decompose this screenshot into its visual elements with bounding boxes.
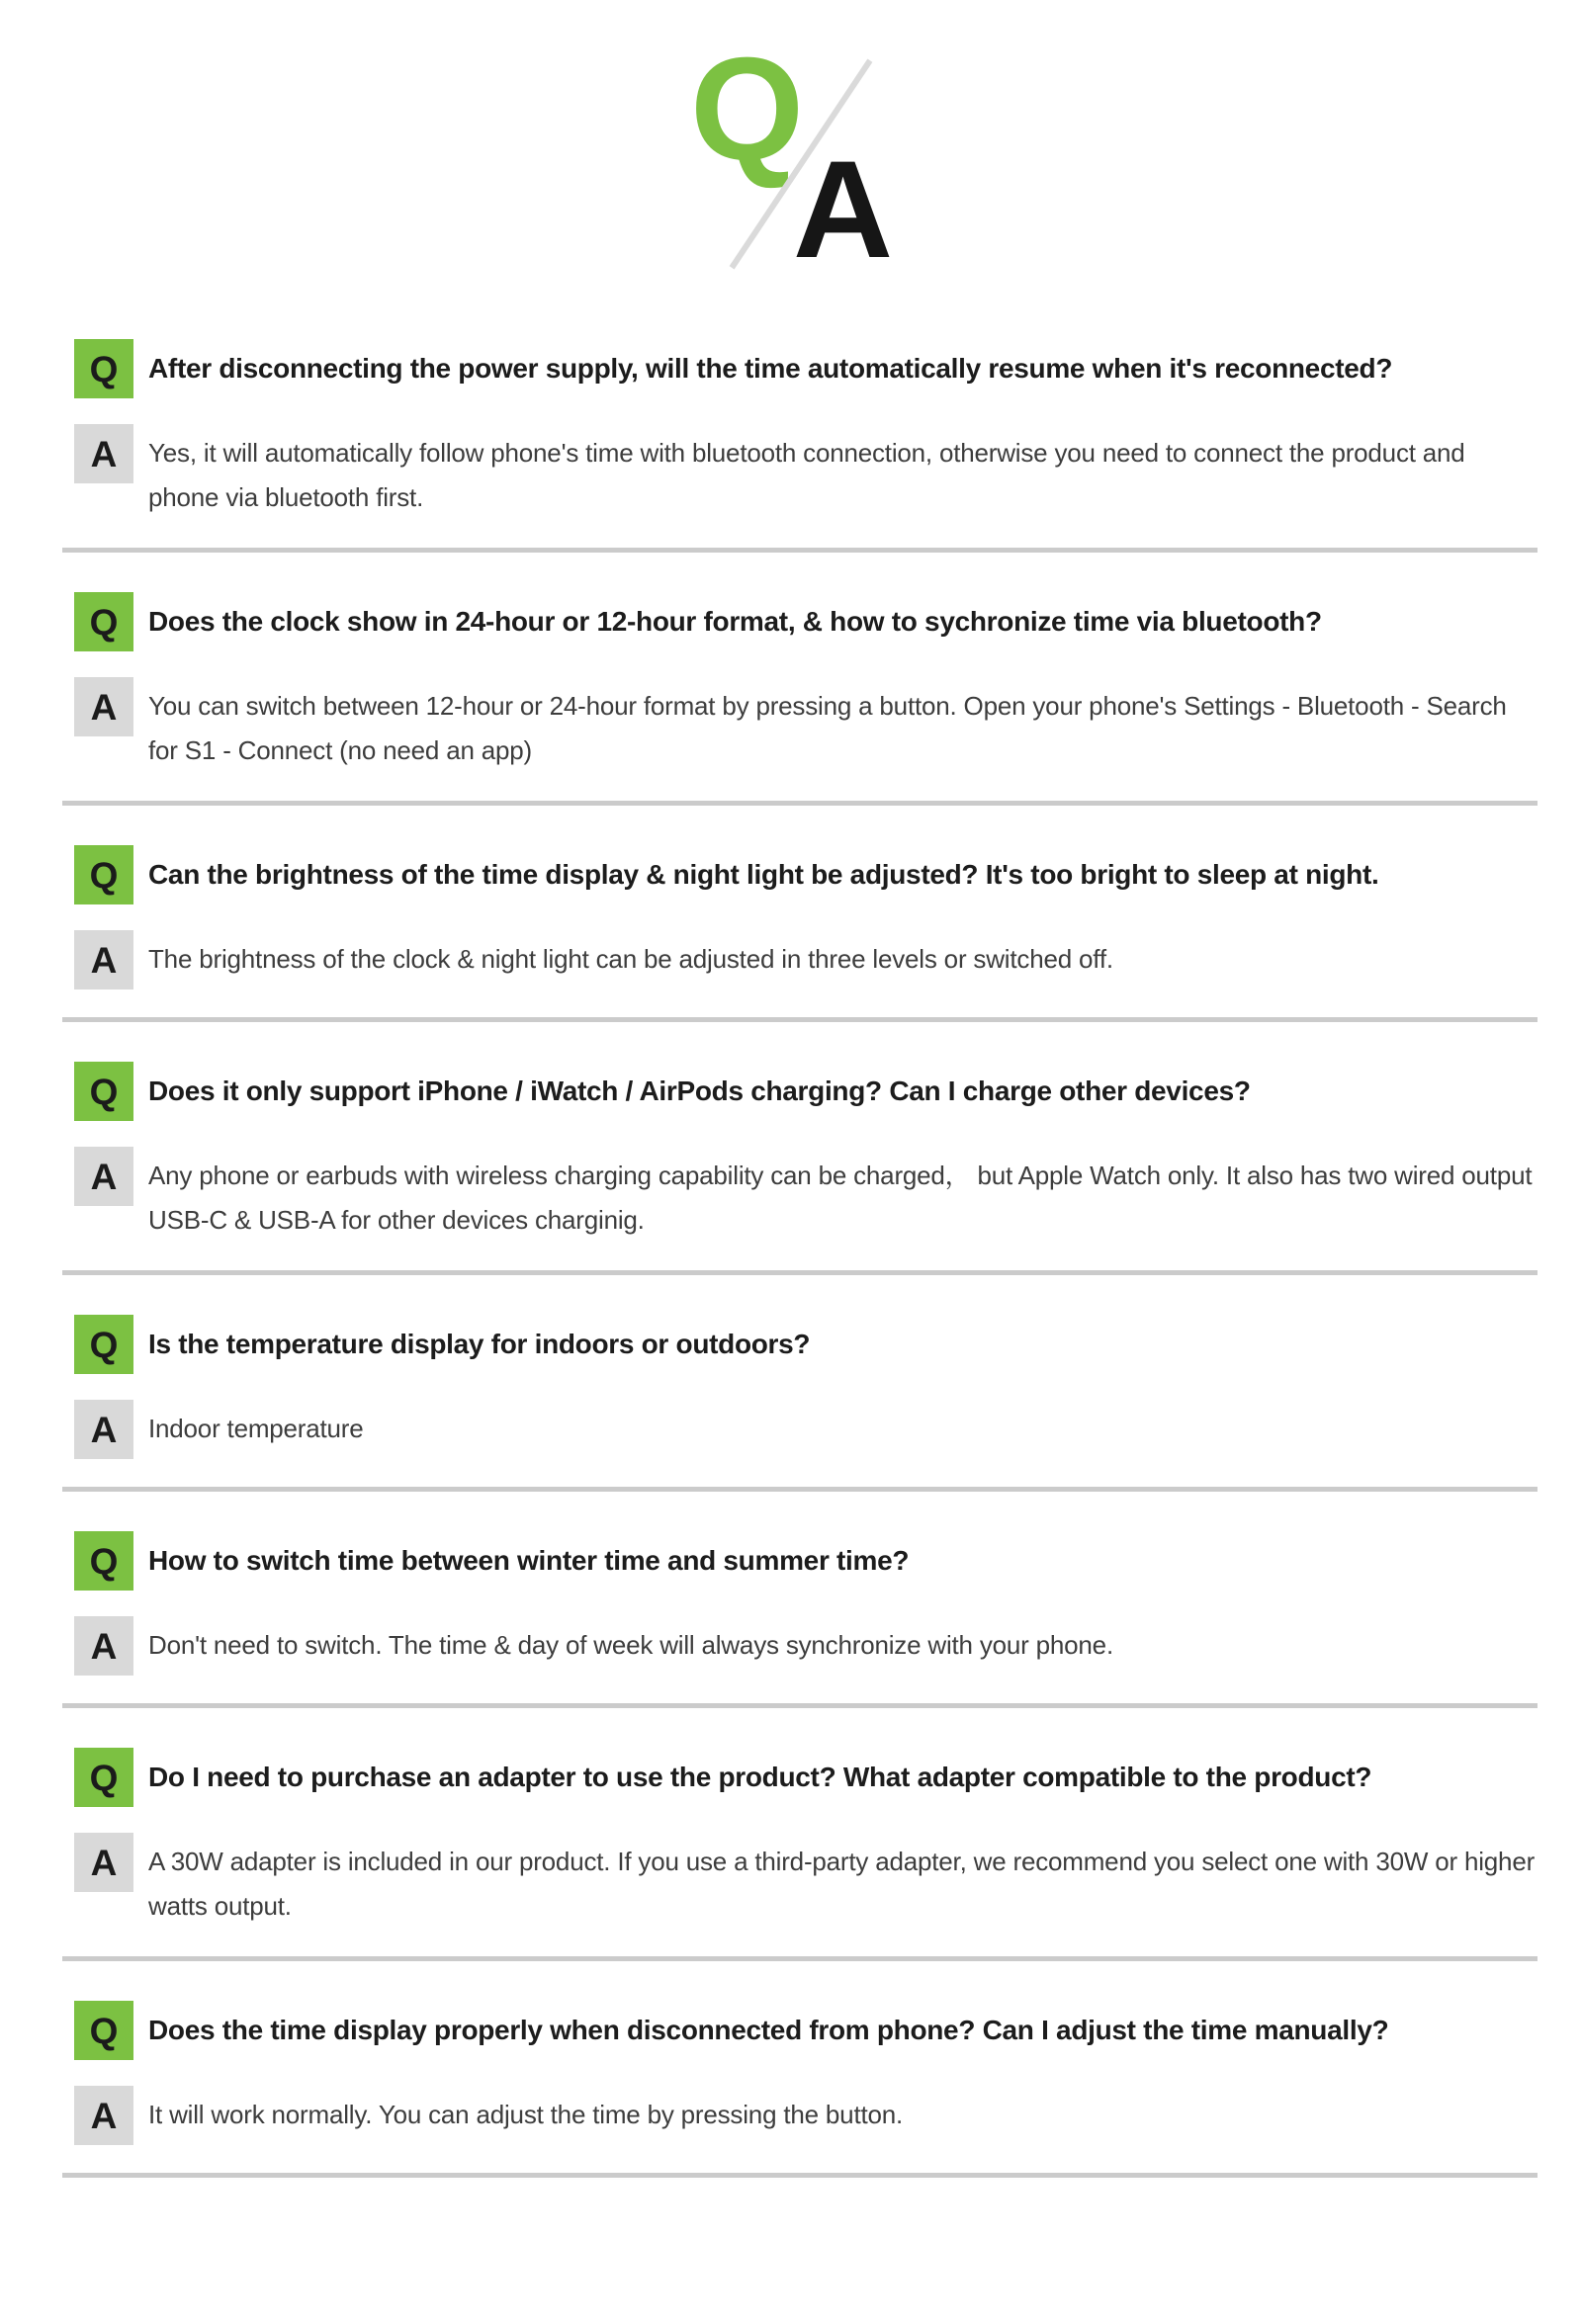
question-text: Does the clock show in 24-hour or 12-hour format, & how to sychronize time via bluetooth? <box>148 606 1322 637</box>
answer-row <box>74 424 1538 520</box>
faq-item <box>62 300 1538 553</box>
q-badge: Q <box>74 339 133 398</box>
question-text: After disconnecting the power supply, will the time automatically resume when it's reconnected? <box>148 353 1393 384</box>
question-text: Does it only support iPhone / iWatch / AirPods charging? Can I charge other devices? <box>148 1076 1251 1106</box>
answer-text: Indoor temperature <box>148 1414 364 1443</box>
q-badge: Q <box>74 592 133 651</box>
faq-item <box>62 553 1538 806</box>
question-row <box>74 845 1538 904</box>
a-badge: A <box>74 1400 133 1459</box>
answer-text: You can switch between 12-hour or 24-hour format by pressing a button. Open your phone's Settings - Bluetooth - Search for S1 - Connect (no need an app) <box>148 691 1507 765</box>
question-text: Does the time display properly when disconnected from phone? Can I adjust the time manually? <box>148 2015 1389 2045</box>
answer-row <box>74 677 1538 773</box>
a-badge: A <box>74 1833 133 1892</box>
q-badge: Q <box>74 1315 133 1374</box>
question-text: How to switch time between winter time and summer time? <box>148 1545 910 1576</box>
a-badge: A <box>74 1616 133 1676</box>
faq-item <box>62 1492 1538 1708</box>
a-badge: A <box>74 2086 133 2145</box>
logo-a-letter: A <box>793 131 894 287</box>
answer-text: Yes, it will automatically follow phone's time with bluetooth connection, otherwise you need to connect the product and phone via bluetooth first. <box>148 438 1465 512</box>
answer-text: A 30W adapter is included in our product. If you use a third-party adapter, we recommend you select one with 30W or higher watts output. <box>148 1847 1536 1921</box>
q-badge: Q <box>74 845 133 904</box>
question-text: Do I need to purchase an adapter to use the product? What adapter compatible to the product? <box>148 1762 1372 1792</box>
q-badge: Q <box>74 1531 133 1591</box>
question-row <box>74 592 1538 651</box>
logo-q-letter: Q <box>690 28 805 191</box>
answer-row <box>74 1616 1538 1676</box>
answer-text: Don't need to switch. The time & day of week will always synchronize with your phone. <box>148 1630 1113 1660</box>
faq-item <box>62 1708 1538 1961</box>
faq-item <box>62 806 1538 1022</box>
q-badge: Q <box>74 2001 133 2060</box>
answer-row <box>74 930 1538 990</box>
question-row <box>74 2001 1538 2060</box>
a-badge: A <box>74 930 133 990</box>
answer-text: The brightness of the clock & night light can be adjusted in three levels or switched off. <box>148 944 1113 974</box>
question-row <box>74 1531 1538 1591</box>
a-badge: A <box>74 1147 133 1206</box>
answer-text: It will work normally. You can adjust the time by pressing the button. <box>148 2100 904 2129</box>
answer-row <box>74 1833 1538 1929</box>
faq-list <box>0 282 1582 2178</box>
answer-row <box>74 1147 1538 1243</box>
question-row <box>74 1315 1538 1374</box>
faq-item <box>62 1022 1538 1275</box>
answer-row <box>74 2086 1538 2145</box>
question-text: Can the brightness of the time display & night light be adjusted? It's too bright to sleep at night. <box>148 859 1379 890</box>
faq-item <box>62 1961 1538 2178</box>
a-badge: A <box>74 424 133 483</box>
question-row <box>74 1748 1538 1807</box>
faq-item <box>62 1275 1538 1492</box>
a-badge: A <box>74 677 133 736</box>
question-row <box>74 1062 1538 1121</box>
q-badge: Q <box>74 1748 133 1807</box>
divider <box>62 2173 1538 2178</box>
q-badge: Q <box>74 1062 133 1121</box>
answer-text: Any phone or earbuds with wireless charging capability can be charged， but Apple Watch only. It also has two wired output USB-C & USB-A for other devices charginig. <box>148 1161 1533 1235</box>
question-row <box>74 339 1538 398</box>
question-text: Is the temperature display for indoors or outdoors? <box>148 1329 811 1359</box>
answer-row <box>74 1400 1538 1459</box>
qa-logo <box>682 28 900 287</box>
